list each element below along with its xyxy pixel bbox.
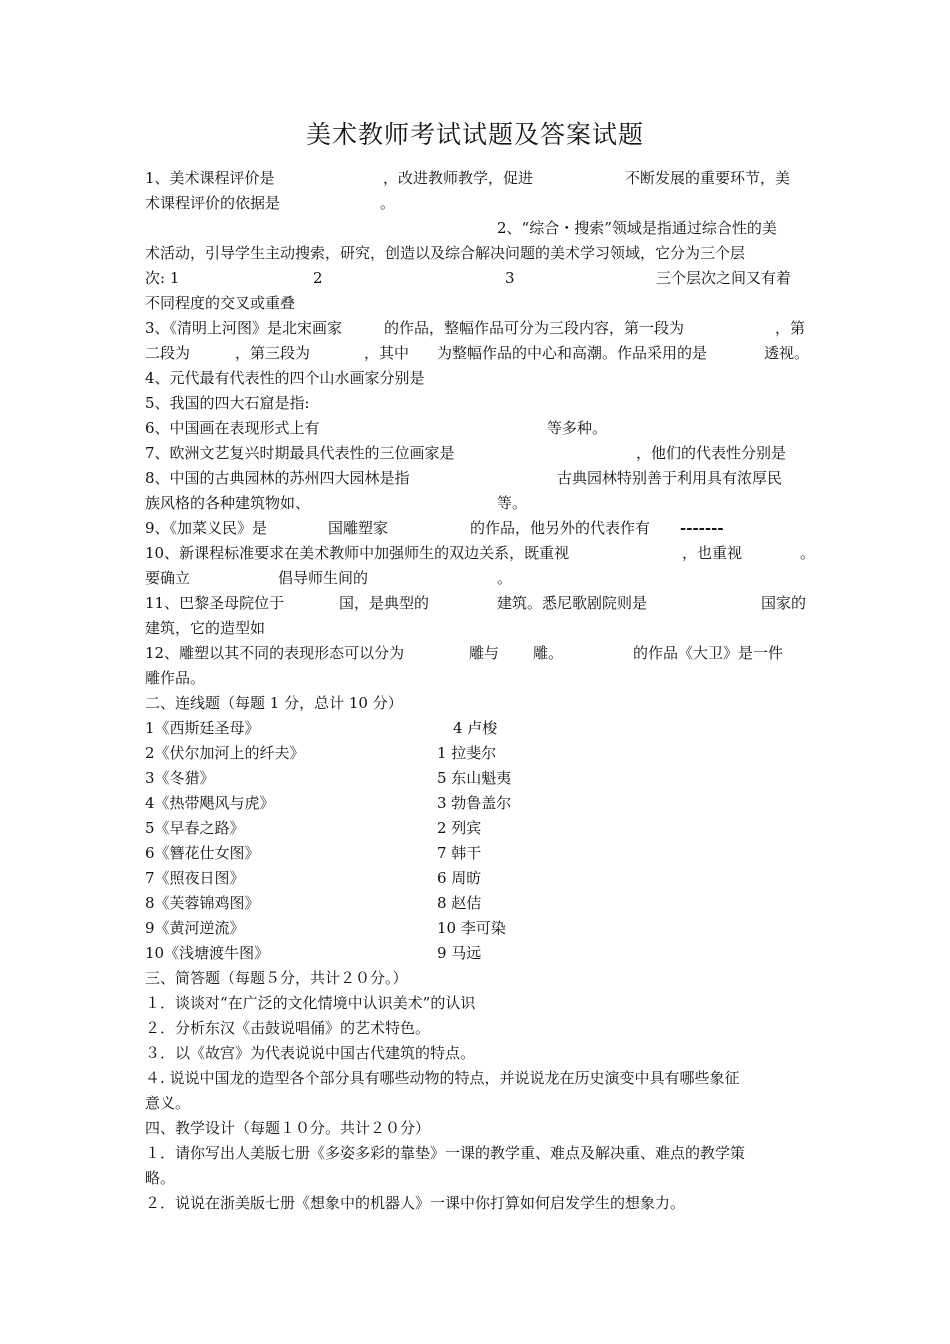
matching-right-item: 3 勃鲁盖尔 (437, 794, 512, 812)
q8-text-d: 等。 (497, 494, 528, 512)
q1-text-b: ，改进教师教学，促进 (383, 169, 534, 187)
q10-text-c: 。 (800, 544, 816, 562)
q4-text: 4、元代最有代表性的四个山水画家分别是 (145, 369, 425, 387)
q11-text-b: 国，是典型的 (339, 594, 430, 612)
matching-left-item: 4《热带飓风与虎》 (145, 794, 275, 812)
q10-text-a: 10、新课程标准要求在美术教师中加强师生的双边关系，既重视 (145, 544, 570, 562)
matching-left-item: 10《浅塘渡牛图》 (145, 944, 270, 962)
q6-text-b: 等多种。 (547, 419, 608, 437)
design-item-continued: 略。 (145, 1169, 176, 1187)
section-4-heading: 四、教学设计（每题１０分。共计２０分） (145, 1119, 431, 1137)
q6-text-a: 6、中国画在表现形式上有 (145, 419, 320, 437)
section-2-heading: 二、连线题（每题 1 分，总计 10 分） (145, 694, 403, 712)
q1-text-c: 不断发展的重要环节，美 (625, 169, 791, 187)
short-answer-item: ２．分析东汉《击鼓说唱俑》的艺术特色。 (145, 1019, 431, 1037)
q7-text-a: 7、欧洲文艺复兴时期最具代表性的三位画家是 (145, 444, 455, 462)
matching-left-item: 9《黄河逆流》 (145, 919, 245, 937)
q10-text-d: 要确立 (145, 569, 191, 587)
q2-text-a: 2、“综合・搜索”领域是指通过综合性的美 (497, 219, 777, 237)
q3-text-a2: 的作品，整幅作品可分为三段内容，第一段为 (384, 319, 685, 337)
q2-text-d: 不同程度的交叉或重叠 (145, 294, 296, 312)
q2-text-b: 术活动，引导学生主动搜索，研究，创造以及综合解决问题的美术学习领域，它分为三个层 (145, 244, 746, 262)
matching-right-item: 5 东山魁夷 (437, 769, 512, 787)
q12-text-d: 的作品《大卫》是一件 (633, 644, 784, 662)
matching-right-item: 10 李可染 (437, 919, 506, 937)
q3-text-a1: 3、《清明上河图》是北宋画家 (145, 319, 343, 337)
q12-text-b: 雕与 (469, 644, 500, 662)
q8-text-c: 族风格的各种建筑物如、 (145, 494, 311, 512)
q11-text-e: 建筑，它的造型如 (145, 619, 266, 637)
matching-right-item: 2 列宾 (437, 819, 482, 837)
short-answer-item: １．谈谈对“在广泛的文化情境中认识美术”的认识 (145, 994, 476, 1012)
matching-right-item: 1 拉斐尔 (437, 744, 497, 762)
short-answer-item: ３．以《故宫》为代表说说中国古代建筑的特点。 (145, 1044, 476, 1062)
matching-left-item: 3《冬猎》 (145, 769, 215, 787)
short-answer-item: ４. 说说中国龙的造型各个部分具有哪些动物的特点，并说说龙在历史演变中具有哪些象征 (145, 1069, 740, 1087)
q1-text-e: 。 (380, 194, 396, 212)
matching-left-item: 1《西斯廷圣母》 (145, 719, 260, 737)
q3-text-a3: ，第 (775, 319, 806, 337)
matching-left-item: 5《早春之路》 (145, 819, 245, 837)
q2-text-c2: 2 (313, 269, 323, 287)
q12-text-a: 12、雕塑以其不同的表现形态可以分为 (145, 644, 405, 662)
matching-right-item: 6 周昉 (437, 869, 482, 887)
q10-text-f: 。 (497, 569, 513, 587)
design-item: ２．说说在浙美版七册《想象中的机器人》一课中你打算如何启发学生的想象力。 (145, 1194, 686, 1212)
matching-right-item: 9 马远 (437, 944, 482, 962)
q8-text-a: 8、中国的古典园林的苏州四大园林是指 (145, 469, 410, 487)
design-item: １．请你写出人美版七册《多姿多彩的靠垫》一课的教学重、难点及解决重、难点的教学策 (145, 1144, 746, 1162)
matching-left-item: 2《伏尔加河上的纤夫》 (145, 744, 305, 762)
q11-text-c: 建筑。悉尼歌剧院则是 (497, 594, 648, 612)
q5-text: 5、我国的四大石窟是指: (145, 394, 310, 412)
q9-text-b: 国雕塑家 (328, 519, 389, 537)
short-answer-item-continued: 意义。 (145, 1094, 191, 1112)
section-3-heading: 三、简答题（每题５分，共计２０分。） (145, 969, 408, 987)
q12-text-e: 雕作品。 (145, 669, 206, 687)
matching-left-item: 6《簪花仕女图》 (145, 844, 260, 862)
q7-text-b: ，他们的代表性分别是 (636, 444, 787, 462)
matching-left-item: 7《照夜日图》 (145, 869, 245, 887)
q10-text-e: 倡导师生间的 (278, 569, 369, 587)
q12-text-c: 雕。 (533, 644, 564, 662)
q10-text-b: ，也重视 (682, 544, 743, 562)
q3-text-b4: 为整幅作品的中心和高潮。作品采用的是 (437, 344, 708, 362)
matching-right-item: 4 卢梭 (453, 719, 498, 737)
q11-text-d: 国家的 (761, 594, 807, 612)
matching-right-item: 8 赵佶 (437, 894, 482, 912)
q2-text-c3: 3 (505, 269, 515, 287)
q3-text-b3: ，其中 (364, 344, 410, 362)
q2-text-c1: 次: 1 (145, 269, 180, 287)
q1-text-d: 术课程评价的依据是 (145, 194, 281, 212)
document-title: 美术教师考试试题及答案试题 (305, 120, 644, 149)
q1-text-a: 1、美术课程评价是 (145, 169, 275, 187)
q11-text-a: 11、巴黎圣母院位于 (145, 594, 285, 612)
q3-text-b1: 二段为 (145, 344, 191, 362)
q3-text-b2: ，第三段为 (235, 344, 311, 362)
q9-text-c: 的作品，他另外的代表作有 (470, 519, 651, 537)
matching-left-item: 8《芙蓉锦鸡图》 (145, 894, 260, 912)
q9-text-a: 9、《加菜义民》是 (145, 519, 268, 537)
matching-right-item: 7 韩干 (437, 844, 482, 862)
q3-text-b5: 透视。 (764, 344, 810, 362)
q8-text-b: 古典园林特别善于利用具有浓厚民 (557, 469, 783, 487)
q2-text-c4: 三个层次之间又有着 (656, 269, 792, 287)
q9-text-d: ------- (680, 519, 724, 537)
